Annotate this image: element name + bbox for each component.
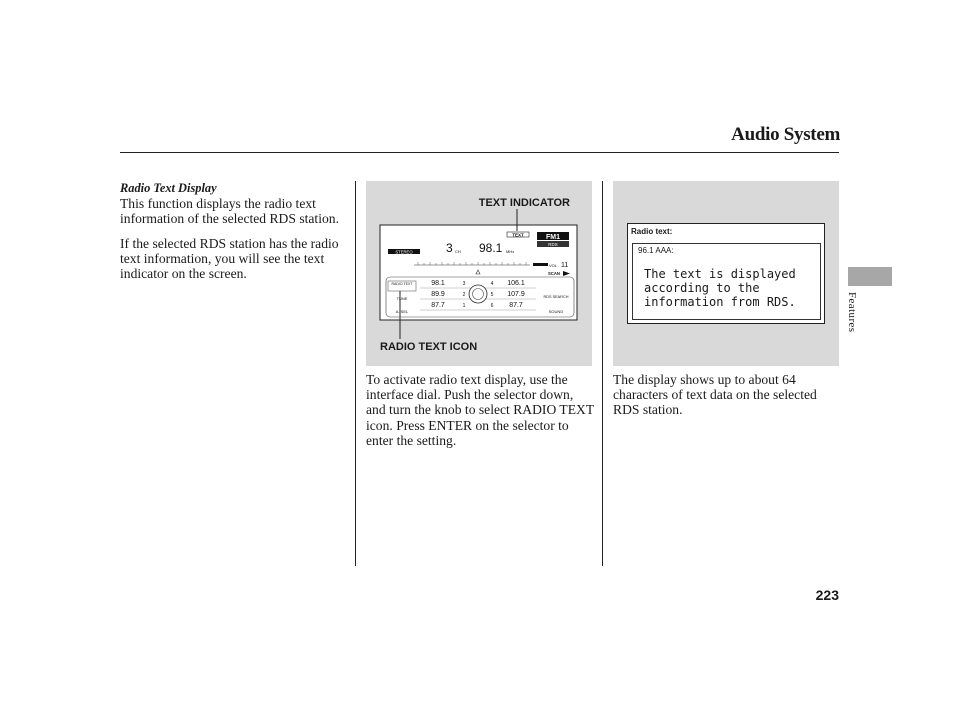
preset-num-4: 4 — [490, 281, 494, 287]
scan-label: SCAN — [548, 271, 560, 276]
frequency-unit: MHz — [506, 249, 515, 254]
radio-text-box — [632, 243, 821, 320]
paragraph-activate: To activate radio text display, use the interface dial. Push the selector down, and turn the knob to select RADIO TEXT icon. Press ENTER on the selector to enter the setting. — [366, 372, 594, 448]
band-label: FM1 — [546, 234, 560, 241]
preset-num-1: 1 — [462, 303, 466, 309]
column-divider-right — [602, 181, 603, 566]
menu-radio-text: RADIO TEXT — [391, 282, 413, 286]
stereo-label: STEREO — [395, 249, 413, 255]
rds-badge: RDS — [548, 242, 558, 247]
radio-text-figure — [613, 181, 839, 366]
channel-unit: CH — [455, 249, 461, 254]
menu-rds-search: RDS SEARCH — [543, 295, 569, 299]
menu-sound: SOUND — [548, 309, 564, 314]
preset-left-3: 87.7 — [431, 302, 445, 309]
radio-text-line-1: The text is displayed — [644, 267, 796, 281]
callout-text-indicator: TEXT INDICATOR — [478, 197, 570, 209]
page-title: Audio System — [731, 124, 840, 145]
menu-a-sel: A. SEL — [395, 309, 409, 314]
volume-bar — [533, 263, 548, 266]
preset-left-2: 89.9 — [431, 291, 445, 298]
preset-num-5: 5 — [490, 292, 494, 298]
radio-display-figure — [366, 181, 592, 366]
subheading: Radio Text Display — [120, 181, 217, 195]
paragraph-display-capacity: The display shows up to about 64 characters of text data on the selected RDS station. — [613, 372, 817, 418]
menu-tune: TUNE — [396, 296, 408, 301]
radio-text-line-2: according to the — [644, 281, 760, 295]
station-label: 96.1 AAA: — [638, 246, 674, 255]
preset-right-6: 87.7 — [509, 302, 523, 309]
preset-right-4: 106.1 — [507, 280, 525, 287]
frequency: 98.1 — [479, 241, 503, 255]
header-rule — [120, 152, 839, 153]
preset-num-3: 3 — [462, 281, 466, 287]
radio-text-line-3: information from RDS. — [644, 295, 796, 309]
section-tab-label: Features — [846, 292, 858, 333]
radio-screen-illustration — [366, 181, 592, 366]
volume-label: VOL — [549, 263, 558, 268]
preset-num-6: 6 — [490, 303, 494, 309]
left-column — [120, 181, 345, 281]
volume-value: 11 — [561, 262, 569, 269]
preset-num-2: 2 — [462, 292, 466, 298]
selector-dial-icon — [469, 285, 487, 303]
radio-text-label: Radio text: — [631, 227, 673, 236]
paragraph-indicator: If the selected RDS station has the radio text information, you will see the text indicator on the screen. — [120, 235, 339, 282]
text-badge: TEXT — [512, 232, 524, 238]
callout-radio-text-icon: RADIO TEXT ICON — [380, 341, 478, 353]
section-tab-marker — [848, 267, 892, 286]
preset-left-1: 98.1 — [431, 280, 445, 287]
page-number: 223 — [815, 587, 839, 603]
paragraph-intro: This function displays the radio text information of the selected RDS station. — [120, 196, 339, 227]
column-divider-left — [355, 181, 356, 566]
channel-number: 3 — [446, 241, 453, 255]
radio-text-screen — [627, 223, 825, 324]
preset-right-5: 107.9 — [507, 291, 525, 298]
